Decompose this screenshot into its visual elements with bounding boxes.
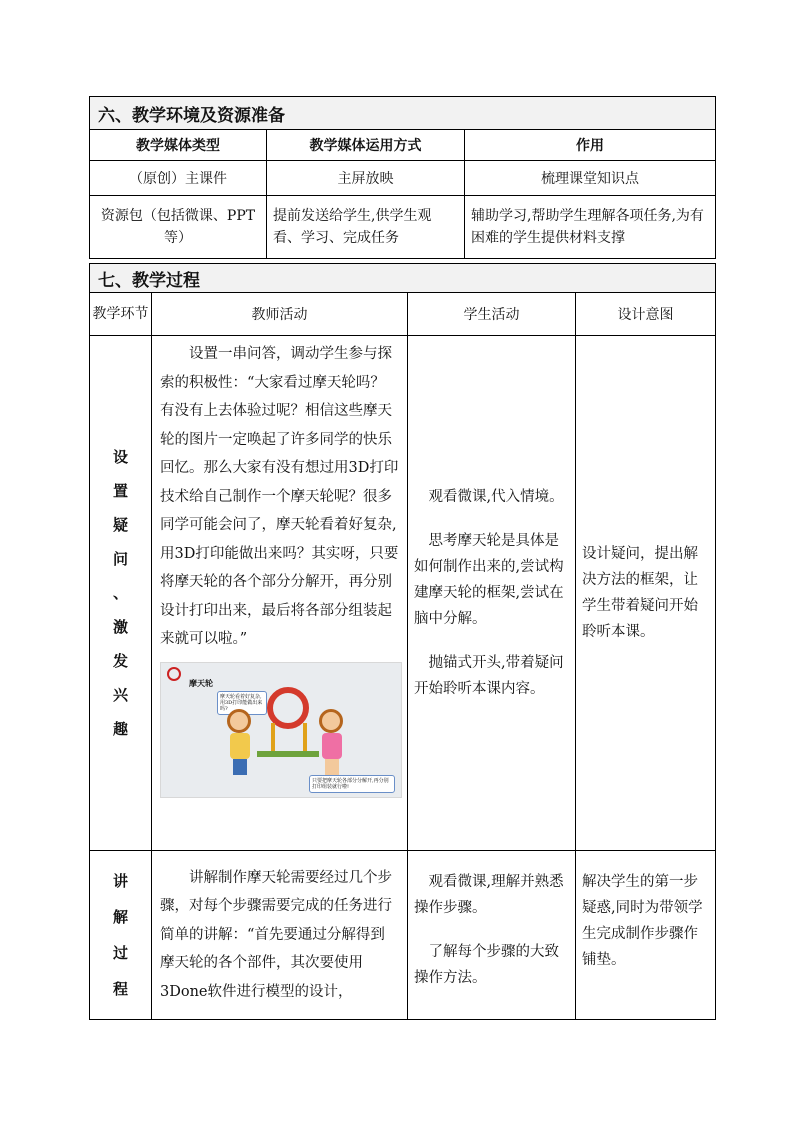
girl-icon [319, 709, 345, 775]
ferris-wheel-illustration: 摩天轮 摩天轮看着好复杂,用3D打印能做出来吗? 只要把摩天轮各部分分解开,再分别打印组装就行啦! [160, 662, 402, 798]
process-table [89, 263, 716, 1020]
design-intent: 设计疑问，提出解决方法的框架，让学生带着疑问开始聆听本课。 [576, 336, 716, 851]
boy-icon [227, 709, 253, 775]
header-media-purpose: 作用 [465, 130, 716, 161]
header-student: 学生活动 [408, 293, 576, 336]
header-media-usage: 教学媒体运用方式 [267, 130, 465, 161]
media-cell: 资源包（包括微课、PPT等） [90, 196, 267, 259]
header-teacher: 教师活动 [152, 293, 408, 336]
header-media-type: 教学媒体类型 [90, 130, 267, 161]
media-cell: 辅助学习,帮助学生理解各项任务,为有困难的学生提供材料支撑 [465, 196, 716, 259]
media-cell: 提前发送给学生,供学生观看、学习、完成任务 [267, 196, 465, 259]
header-intent: 设计意图 [576, 293, 716, 336]
stage-cell: 设 置 疑 问 、 激 发 兴 趣 [90, 336, 152, 851]
student-activity: 观看微课,代入情境。 思考摩天轮是具体是如何制作出来的,尝试构建摩天轮的框架,尝试在脑中分解。 抛锚式开头,带着疑问开始聆听本课内容。 [408, 336, 576, 851]
design-intent: 解决学生的第一步疑惑,同时为带领学生完成制作步骤作铺垫。 [576, 851, 716, 1020]
media-cell: （原创）主课件 [90, 161, 267, 196]
section7-title: 七、教学过程 [90, 264, 716, 293]
section6-title: 六、教学环境及资源准备 [90, 97, 716, 130]
stage-cell: 讲 解 过 程 [90, 851, 152, 1020]
teacher-activity: 讲解制作摩天轮需要经过几个步骤，对每个步骤需要完成的任务进行简单的讲解：“首先要通过分解得到摩天轮的各个部件，其次要使用3Done软件进行模型的设计， [152, 851, 408, 1020]
resource-table [89, 96, 716, 259]
student-activity: 观看微课,理解并熟悉操作步骤。 了解每个步骤的大致操作方法。 [408, 851, 576, 1020]
logo-icon [167, 667, 181, 681]
header-stage: 教学环节 [90, 293, 152, 336]
media-cell: 主屏放映 [267, 161, 465, 196]
teacher-activity: 设置一串问答，调动学生参与探索的积极性：“大家看过摩天轮吗？有没有上去体验过呢？相信这些摩天轮的图片一定唤起了许多同学的快乐回忆。那么大家有没有想过用3D打印技术给自己制作一个摩天轮呢？很多同学可能会问了，摩天轮看着好复杂,用3D打印能做出来吗？其实呀，只要将摩天轮的各个部分分解开，再分别设计打印出来，最后将各部分组装起来就可以啦。” 摩天轮 摩天轮看着好复杂,用3D打印能做出来吗? 只要把摩天轮各部分分解开,再分别打印组装就行啦! [152, 336, 408, 851]
media-cell: 梳理课堂知识点 [465, 161, 716, 196]
